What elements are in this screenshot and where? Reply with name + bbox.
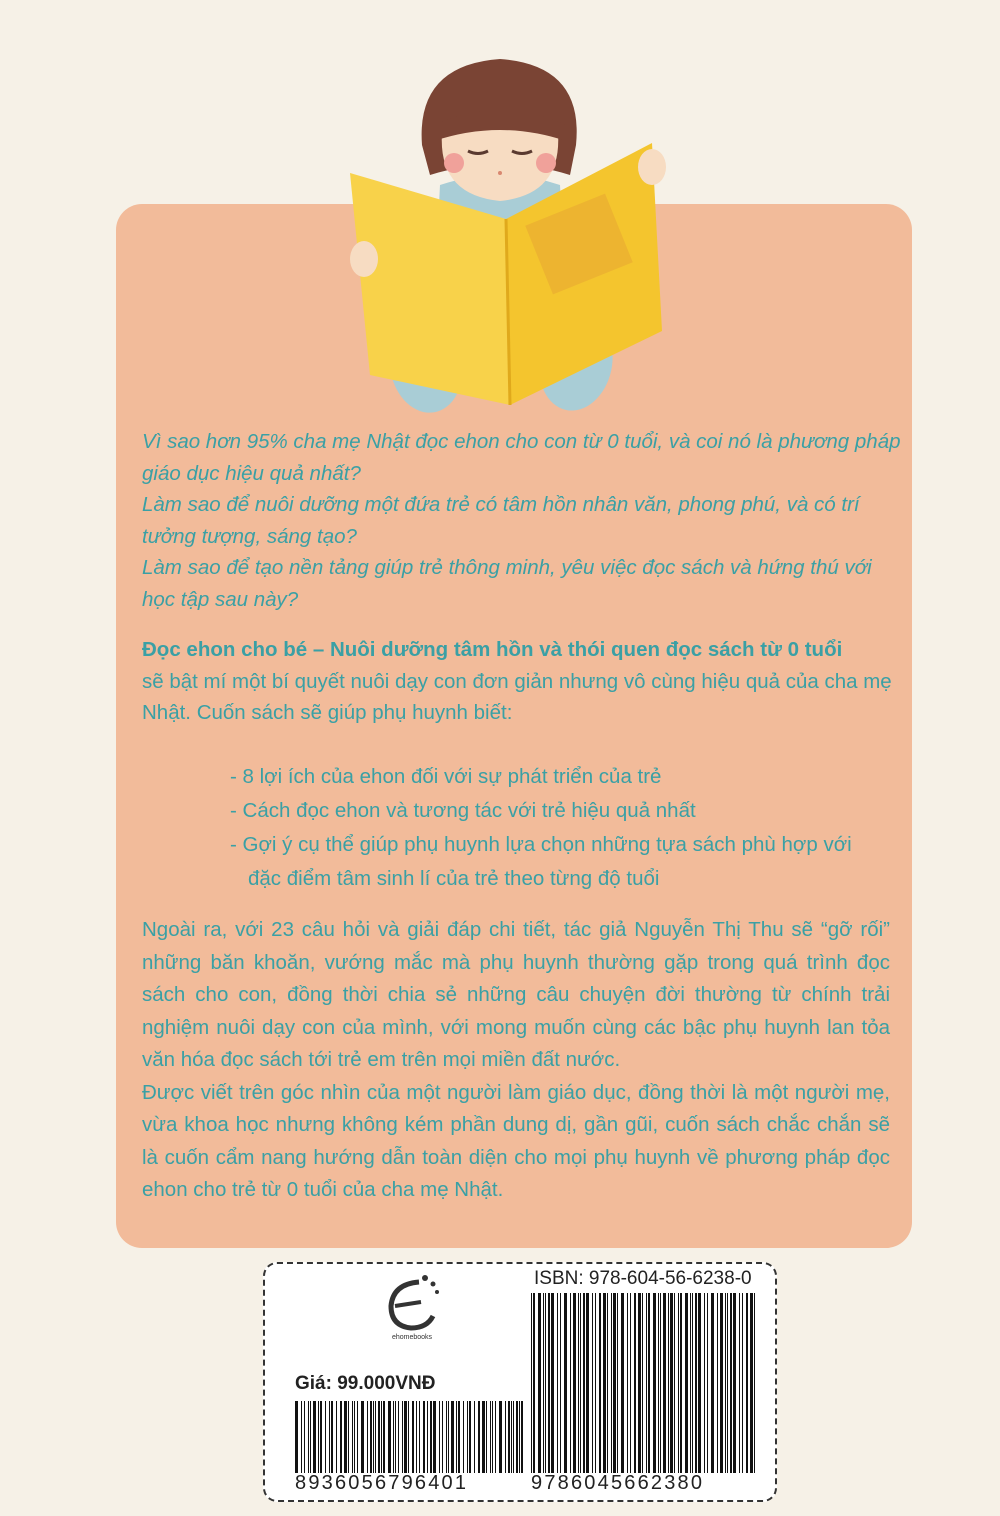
barcode-bar xyxy=(551,1293,554,1473)
barcode-bar xyxy=(310,1401,311,1473)
barcode-bar xyxy=(698,1293,701,1473)
barcode-bar xyxy=(680,1293,682,1473)
barcode-bar xyxy=(499,1401,502,1473)
barcode-bar xyxy=(495,1401,496,1473)
barcode-bar xyxy=(325,1401,326,1473)
book-title: Đọc ehon cho bé – Nuôi dưỡng tâm hồn và thói quen đọc sách từ 0 tuổi xyxy=(142,638,843,661)
barcode-bar xyxy=(564,1293,567,1473)
barcode-bar xyxy=(570,1293,571,1473)
barcode-bar xyxy=(674,1293,675,1473)
price-label: Giá: 99.000VNĐ xyxy=(295,1373,436,1394)
barcode-bar xyxy=(642,1293,643,1473)
barcode-bar xyxy=(408,1401,409,1473)
barcode-bar xyxy=(560,1293,561,1473)
barcode-bar xyxy=(621,1293,624,1473)
barcode-bar xyxy=(646,1293,647,1473)
barcode-bar xyxy=(331,1401,333,1473)
barcode-bar xyxy=(746,1293,748,1473)
barcode-bar xyxy=(381,1401,382,1473)
intro-question: Làm sao để nuôi dưỡng một đứa trẻ có tâm hồn nhân văn, phong phú, và có trí tưởng tượng, sáng tạo? xyxy=(142,493,860,548)
barcode-bar xyxy=(511,1401,512,1473)
barcode-bar xyxy=(419,1401,420,1473)
barcode-bar xyxy=(508,1401,510,1473)
barcode-bar xyxy=(340,1401,342,1473)
barcode-bar xyxy=(583,1293,585,1473)
barcode-bar xyxy=(543,1293,544,1473)
barcode-bar xyxy=(492,1401,493,1473)
barcode-bar xyxy=(692,1293,693,1473)
barcode-bar xyxy=(617,1293,618,1473)
barcode-bar xyxy=(313,1401,316,1473)
barcode-bar xyxy=(648,1293,650,1473)
barcode-bar xyxy=(304,1401,305,1473)
barcode-bar xyxy=(580,1293,581,1473)
barcode-bar xyxy=(730,1293,732,1473)
barcode-bar xyxy=(373,1401,374,1473)
barcode-bar xyxy=(573,1293,576,1473)
barcode-bar xyxy=(361,1401,364,1473)
barcode-bar xyxy=(725,1293,726,1473)
barcode-bar xyxy=(663,1293,666,1473)
barcode-bar xyxy=(427,1401,428,1473)
barcode-bar xyxy=(519,1401,520,1473)
barcode-bar xyxy=(599,1293,601,1473)
barcode-bar xyxy=(670,1293,673,1473)
barcode-bar xyxy=(627,1293,628,1473)
barcode-bar xyxy=(458,1401,460,1473)
barcode-bar xyxy=(318,1401,319,1473)
list-item: - Cách đọc ehon và tương tác với trẻ hiệu quả nhất xyxy=(230,799,696,822)
barcode-bar xyxy=(638,1293,641,1473)
lead-text: sẽ bật mí một bí quyết nuôi dạy con đơn giản nhưng vô cùng hiệu quả của cha mẹ Nhật. Cuốn sách sẽ giúp phụ huynh biết: xyxy=(142,669,892,724)
barcode-bar xyxy=(474,1401,475,1473)
barcode-bar xyxy=(482,1401,485,1473)
barcode-digits-right: 9786045662380 xyxy=(531,1472,705,1494)
publisher-logo xyxy=(377,1270,447,1342)
barcode-bar xyxy=(446,1401,447,1473)
body-text xyxy=(142,914,890,1207)
barcode-bar xyxy=(357,1401,358,1473)
isbn-label: ISBN: 978-604-56-6238-0 xyxy=(534,1268,752,1289)
barcode-bar xyxy=(370,1401,372,1473)
barcode-bar xyxy=(423,1401,425,1473)
intro-questions xyxy=(142,426,902,615)
barcode-bar xyxy=(375,1401,376,1473)
barcode-bar xyxy=(451,1401,454,1473)
barcode-bar xyxy=(329,1401,330,1473)
barcode-digits-left: 8936056796401 xyxy=(295,1472,469,1494)
barcode-bar xyxy=(295,1401,298,1473)
lead-paragraph xyxy=(142,634,902,729)
barcode-bar xyxy=(467,1401,468,1473)
barcode-bar xyxy=(658,1293,659,1473)
barcode-bar xyxy=(513,1401,514,1473)
barcode-bar xyxy=(630,1293,631,1473)
barcode-isbn xyxy=(531,1293,757,1473)
barcode-bar xyxy=(516,1401,518,1473)
barcode-bar xyxy=(634,1293,636,1473)
list-item: - 8 lợi ích của ehon đối với sự phát triển của trẻ xyxy=(230,765,662,788)
barcode-bar xyxy=(433,1401,436,1473)
barcode-bar xyxy=(505,1401,506,1473)
barcode-bar xyxy=(439,1401,440,1473)
barcode-bar xyxy=(720,1293,723,1473)
barcode-bar xyxy=(754,1293,755,1473)
barcode-bar xyxy=(336,1401,337,1473)
barcode-bar xyxy=(378,1401,380,1473)
barcode-bar xyxy=(586,1293,589,1473)
barcode-bar xyxy=(704,1293,705,1473)
barcode-bar xyxy=(388,1401,391,1473)
barcode-bar xyxy=(653,1293,656,1473)
barcode-bar xyxy=(442,1401,443,1473)
barcode-bar xyxy=(548,1293,550,1473)
barcode-box xyxy=(263,1262,777,1502)
barcode-bar xyxy=(742,1293,743,1473)
barcode-bar xyxy=(717,1293,718,1473)
barcode-bar xyxy=(660,1293,661,1473)
barcode-bar xyxy=(354,1401,355,1473)
barcode-bar xyxy=(404,1401,407,1473)
body-paragraph: Được viết trên góc nhìn của một người làm giáo dục, đồng thời là một người mẹ, vừa khoa học nhưng không kém phần dung dị, gần gũi, cuốn sách chắc chắn sẽ là cuốn cẩm nang hướng dẫn toàn diện cho mọi phụ huynh về phương pháp đọc ehon cho trẻ từ 0 tuổi của cha mẹ Nhật. xyxy=(142,1080,890,1201)
barcode-bar xyxy=(448,1401,449,1473)
benefits-list xyxy=(230,760,890,896)
barcode-bar xyxy=(607,1293,608,1473)
list-item: - Gợi ý cụ thể giúp phụ huynh lựa chọn những tựa sách phù hợp với đặc điểm tâm sinh lí của trẻ theo từng độ tuổi xyxy=(230,833,852,890)
intro-question: Vì sao hơn 95% cha mẹ Nhật đọc ehon cho con từ 0 tuổi, và coi nó là phương pháp giáo dục hiệu quả nhất? xyxy=(142,430,901,485)
child-reading-illustration xyxy=(330,55,670,430)
barcode-bar xyxy=(707,1293,708,1473)
barcode-bar xyxy=(463,1401,464,1473)
barcode-bar xyxy=(727,1293,728,1473)
barcode-bar xyxy=(348,1401,349,1473)
barcode-bar xyxy=(430,1401,432,1473)
barcode-bar xyxy=(578,1293,579,1473)
barcode-bar xyxy=(416,1401,417,1473)
barcode-bar xyxy=(490,1401,491,1473)
barcode-bar xyxy=(486,1401,487,1473)
barcode-bar xyxy=(383,1401,385,1473)
barcode-bar xyxy=(402,1401,403,1473)
barcode-bar xyxy=(367,1401,368,1473)
barcode-bar xyxy=(603,1293,606,1473)
barcode-bar xyxy=(711,1293,714,1473)
barcode-bar xyxy=(595,1293,596,1473)
barcode-bar xyxy=(412,1401,414,1473)
barcode-bar xyxy=(395,1401,396,1473)
body-paragraph: Ngoài ra, với 23 câu hỏi và giải đáp chi tiết, tác giả Nguyễn Thị Thu sẽ “gỡ rối” những băn khoăn, vướng mắc mà phụ huynh thường gặp trong quá trình đọc sách cho con, đồng thời chia sẻ những câu chuyện đời thường từ chính trải nghiệm nuôi dạy con của mình, với mong muốn cùng các bậc phụ huynh lan tỏa văn hóa đọc sách tới trẻ em trên mọi miền đất nước. xyxy=(142,918,890,1071)
barcode-bar xyxy=(308,1401,309,1473)
barcode-bar xyxy=(678,1293,679,1473)
barcode-bar xyxy=(352,1401,353,1473)
barcode-bar xyxy=(456,1401,457,1473)
barcode-bar xyxy=(592,1293,593,1473)
barcode-bar xyxy=(478,1401,480,1473)
barcode-bar xyxy=(739,1293,740,1473)
barcode-bar xyxy=(320,1401,322,1473)
barcode-bar xyxy=(613,1293,616,1473)
barcode-left xyxy=(295,1401,523,1473)
barcode-bar xyxy=(469,1401,471,1473)
barcode-bar xyxy=(733,1293,736,1473)
barcode-bar xyxy=(531,1293,532,1473)
barcode-bar xyxy=(668,1293,669,1473)
barcode-bar xyxy=(344,1401,347,1473)
barcode-bar xyxy=(685,1293,688,1473)
barcode-bar xyxy=(750,1293,753,1473)
barcode-bar xyxy=(557,1293,558,1473)
barcode-bar xyxy=(301,1401,302,1473)
barcode-bar xyxy=(533,1293,535,1473)
barcode-bar xyxy=(545,1293,546,1473)
svg-text:ehomebooks: ehomebooks xyxy=(391,1334,433,1341)
barcode-bar xyxy=(538,1293,541,1473)
barcode-bar xyxy=(611,1293,612,1473)
barcode-bar xyxy=(398,1401,399,1473)
barcode-bar xyxy=(695,1293,697,1473)
barcode-bar xyxy=(521,1401,523,1473)
barcode-bar xyxy=(393,1401,394,1473)
barcode-bar xyxy=(690,1293,691,1473)
intro-question: Làm sao để tạo nền tảng giúp trẻ thông minh, yêu việc đọc sách và hứng thú với học tập sau này? xyxy=(142,556,872,611)
